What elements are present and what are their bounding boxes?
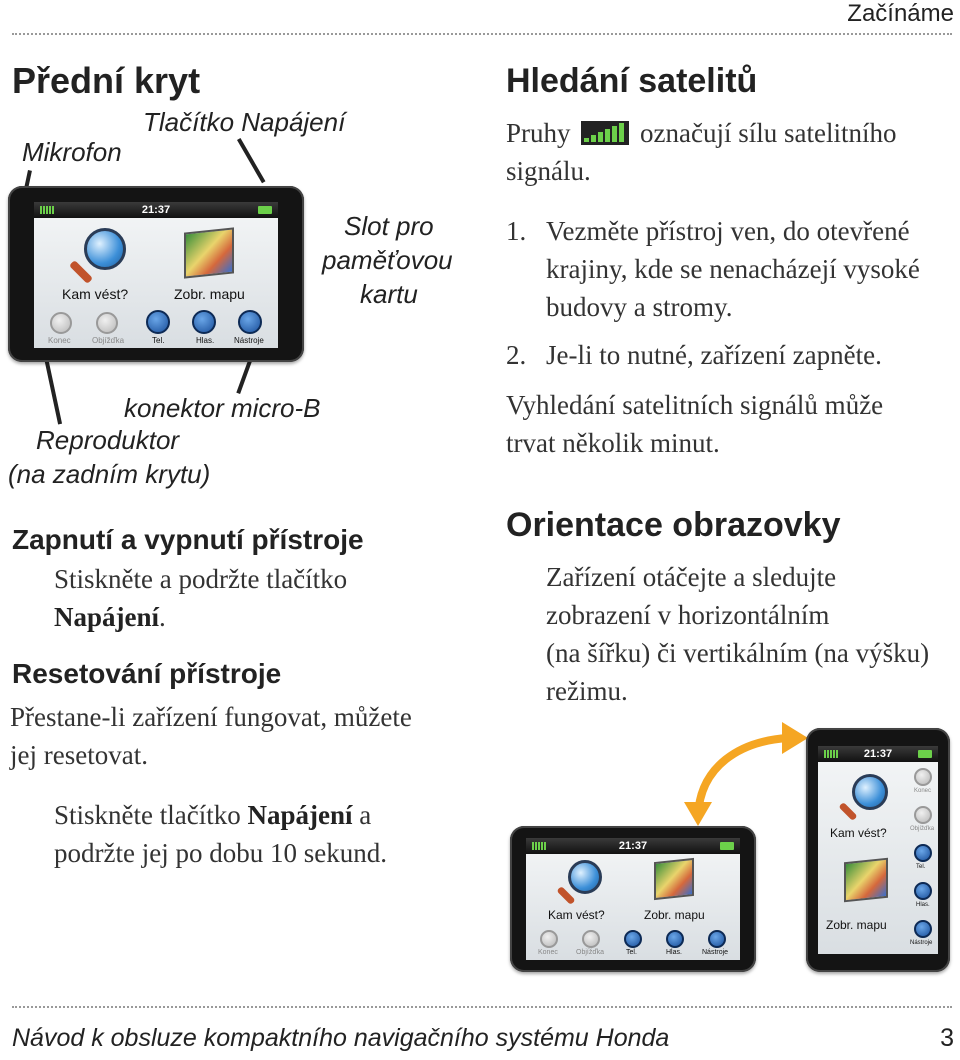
battery-icon	[918, 750, 932, 758]
quit-label: Konec	[914, 788, 932, 794]
tile-where-to-label: Kam vést?	[548, 908, 605, 922]
satellites-title: Hledání satelitů	[506, 62, 758, 100]
orientation-line1: Zařízení otáčejte a sledujte	[546, 562, 837, 592]
reset-text-line1: Přestane-li zařízení fungovat, můžete	[10, 702, 412, 732]
detour-icon	[582, 930, 600, 948]
volume-label: Hlas.	[666, 949, 682, 956]
portrait-screen	[818, 746, 938, 954]
clock: 21:37	[618, 840, 648, 852]
label-card-slot-line1: Slot pro	[344, 211, 434, 241]
section-title: Začínáme	[847, 0, 954, 27]
tile-view-map-label: Zobr. mapu	[644, 908, 705, 922]
phone-label: Tel.	[626, 949, 637, 956]
clock: 21:37	[863, 748, 893, 760]
reset-text-line2: jej resetovat.	[10, 740, 148, 770]
label-speaker: Reproduktor	[36, 425, 180, 455]
device-screen	[34, 202, 278, 348]
phone-icon	[914, 844, 932, 862]
status-bar	[818, 746, 938, 762]
device-front-cover-image	[8, 186, 304, 362]
orientation-line2: zobrazení v horizontálním	[546, 600, 830, 630]
phone-label: Tel.	[152, 336, 165, 345]
step-1-line1: Vezměte přístroj ven, do otevřené	[546, 216, 910, 246]
label-power-button: Tlačítko Napájení	[143, 107, 346, 137]
label-micro-b: konektor micro-B	[124, 393, 321, 423]
front-cover-title: Přední kryt	[12, 60, 201, 101]
reset-step-line2: podržte jej po dobu 10 sekund.	[54, 838, 387, 868]
footer-divider	[12, 1006, 952, 1008]
orientation-line3: (na šířku) či vertikálním (na výšku)	[546, 638, 930, 668]
signal-bars-icon	[40, 206, 54, 214]
tile-view-map-label: Zobr. mapu	[826, 918, 887, 932]
step-1-number: 1.	[506, 216, 527, 246]
volume-icon	[192, 310, 216, 334]
phone-icon	[146, 310, 170, 334]
rotate-arrow-icon	[670, 716, 810, 828]
volume-label: Hlas.	[196, 336, 215, 345]
detour-icon	[96, 312, 118, 334]
map-icon	[654, 858, 694, 900]
quit-label: Konec	[538, 949, 558, 956]
magnifier-icon	[568, 860, 602, 894]
tools-icon	[914, 920, 932, 938]
satellites-note-line1: Vyhledání satelitních signálů může	[506, 390, 884, 420]
quit-icon	[50, 312, 72, 334]
signal-bars-icon	[532, 842, 546, 850]
map-icon	[184, 227, 234, 278]
tools-label: Nástroje	[910, 940, 933, 946]
detour-label: Objížďka	[910, 826, 935, 832]
detour-icon	[914, 806, 932, 824]
reset-title: Resetování přístroje	[12, 658, 282, 689]
tile-where-to-label: Kam vést?	[62, 286, 129, 302]
reset-step-line1: Stiskněte tlačítko Napájení a	[54, 800, 372, 830]
tools-icon	[238, 310, 262, 334]
power-keyword: Napájení	[54, 602, 160, 632]
label-card-slot-line3: kartu	[360, 279, 418, 309]
label-microphone: Mikrofon	[22, 137, 122, 167]
phone-icon	[624, 930, 642, 948]
step-1-line2: krajiny, kde se nenacházejí vysoké	[546, 254, 920, 284]
orientation-title: Orientace obrazovky	[506, 506, 841, 544]
status-bar	[34, 202, 278, 218]
orientation-line4: režimu.	[546, 676, 628, 706]
step-2-number: 2.	[506, 340, 527, 370]
power-keyword: Napájení	[247, 800, 353, 830]
quit-label: Konec	[48, 336, 71, 345]
satellites-intro: Pruhy označují sílu satelitního	[506, 118, 897, 148]
step-1-line3: budovy a stromy.	[546, 292, 733, 322]
status-bar	[526, 838, 740, 854]
page-number: 3	[940, 1024, 954, 1052]
tile-view-map-label: Zobr. mapu	[174, 286, 245, 302]
volume-label: Hlas.	[916, 902, 930, 908]
power-toggle-title: Zapnutí a vypnutí přístroje	[12, 524, 364, 555]
power-toggle-text: Stiskněte a podržte tlačítko	[54, 564, 348, 594]
volume-icon	[914, 882, 932, 900]
landscape-screen	[526, 838, 740, 960]
battery-icon	[720, 842, 734, 850]
tools-label: Nástroje	[702, 949, 729, 956]
device-portrait-image	[806, 728, 950, 972]
power-toggle-text-line2: Napájení.	[54, 602, 166, 632]
label-speaker-note: (na zadním krytu)	[8, 459, 211, 489]
leader-speaker	[44, 357, 62, 424]
magnifier-icon	[852, 774, 888, 810]
quit-icon	[540, 930, 558, 948]
header-divider	[12, 33, 952, 35]
magnifier-handle	[838, 802, 857, 821]
detour-label: Objížďka	[92, 336, 125, 345]
signal-bars-icon	[824, 750, 838, 758]
tools-label: Nástroje	[234, 336, 264, 345]
tile-where-to-label: Kam vést?	[830, 826, 887, 840]
leader-power-button	[237, 138, 265, 183]
satellites-intro-line2: signálu.	[506, 156, 591, 186]
detour-label: Objížďka	[576, 949, 605, 956]
satellites-note-line2: trvat několik minut.	[506, 428, 720, 458]
signal-strength-icon	[581, 117, 629, 141]
phone-label: Tel.	[916, 864, 926, 870]
label-card-slot-line2: paměťovou	[322, 245, 453, 275]
quit-icon	[914, 768, 932, 786]
clock: 21:37	[141, 204, 171, 216]
tools-icon	[708, 930, 726, 948]
step-2-line1: Je-li to nutné, zařízení zapněte.	[546, 340, 882, 370]
magnifier-icon	[84, 228, 126, 270]
manual-title: Návod k obsluze kompaktního navigačního systému Honda	[12, 1024, 670, 1052]
volume-icon	[666, 930, 684, 948]
device-landscape-image	[510, 826, 756, 972]
map-icon	[844, 858, 888, 903]
battery-icon	[258, 206, 272, 214]
